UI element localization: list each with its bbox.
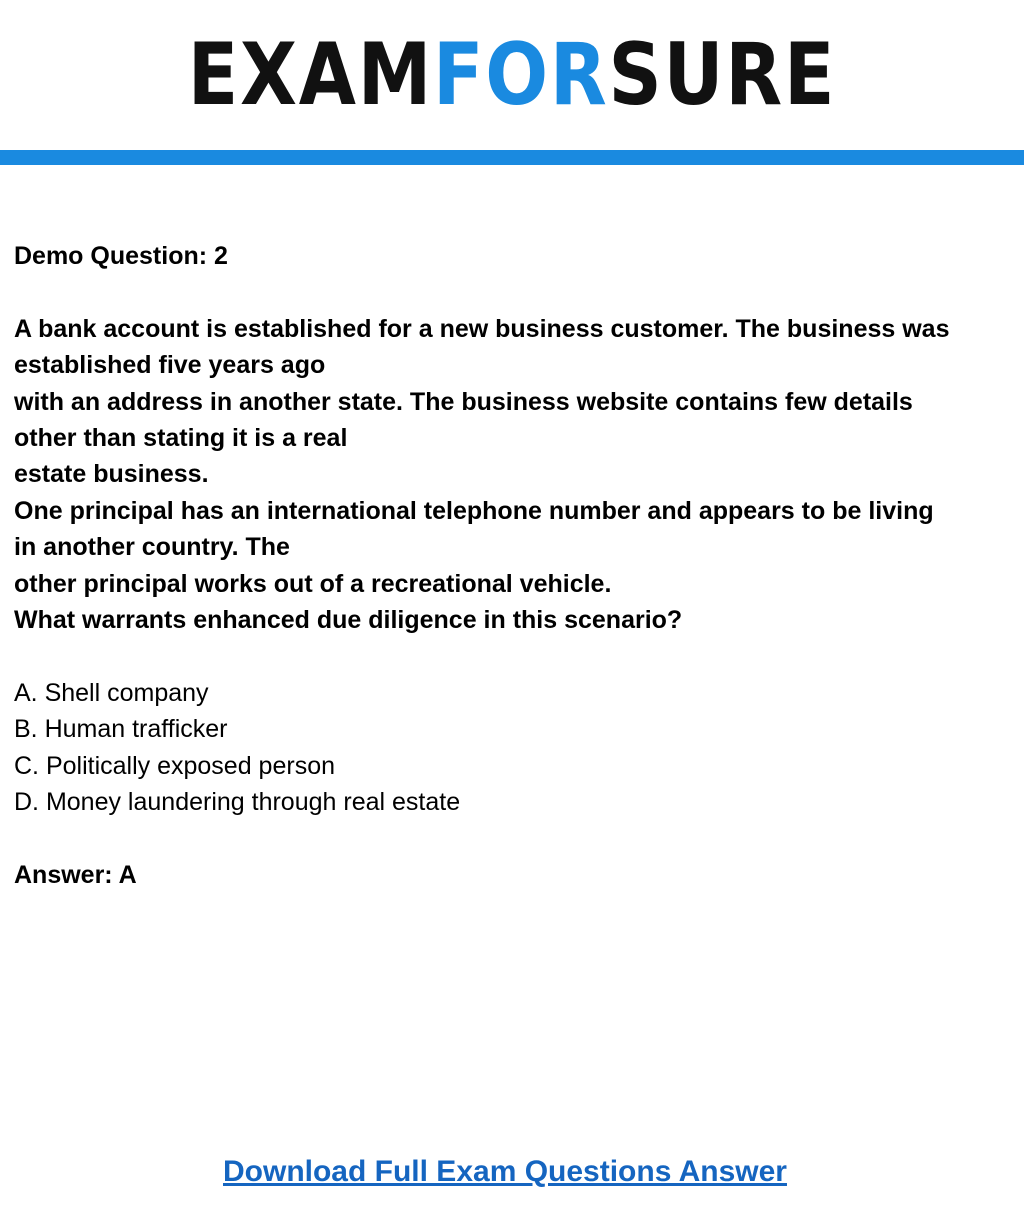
logo bbox=[72, 20, 953, 130]
option-b: B. Human trafficker bbox=[14, 715, 228, 744]
header-divider-bar bbox=[0, 150, 1024, 165]
spacer bbox=[14, 274, 1010, 310]
option-c: C. Politically exposed person bbox=[14, 751, 335, 780]
question-text-line: estate business. bbox=[14, 460, 209, 489]
spacer bbox=[14, 638, 1010, 674]
question-content bbox=[14, 238, 1010, 893]
question-text-line: in another country. The bbox=[14, 533, 290, 562]
option-d: D. Money laundering through real estate bbox=[14, 788, 461, 817]
question-title: Demo Question: 2 bbox=[14, 242, 228, 270]
option-a: A. Shell company bbox=[14, 678, 209, 707]
spacer bbox=[14, 820, 1010, 856]
answer-text: Answer: A bbox=[14, 860, 137, 889]
question-text-line: A bank account is established for a new business customer. The business was bbox=[14, 314, 950, 343]
logo-part-exam: EXAM bbox=[187, 25, 434, 125]
question-prompt: What warrants enhanced due diligence in this scenario? bbox=[14, 606, 683, 635]
logo-part-sure: SURE bbox=[608, 25, 837, 125]
download-full-exam-link[interactable]: Download Full Exam Questions Answer bbox=[223, 1155, 787, 1188]
logo-part-for: FOR bbox=[433, 25, 609, 125]
header bbox=[0, 0, 1024, 150]
question-text-line: One principal has an international telephone number and appears to be living bbox=[14, 496, 934, 525]
question-text-line: other than stating it is a real bbox=[14, 424, 348, 453]
question-text-line: established five years ago bbox=[14, 351, 326, 380]
question-text-line: with an address in another state. The business website contains few details bbox=[14, 387, 913, 416]
question-text-line: other principal works out of a recreational vehicle. bbox=[14, 569, 612, 598]
